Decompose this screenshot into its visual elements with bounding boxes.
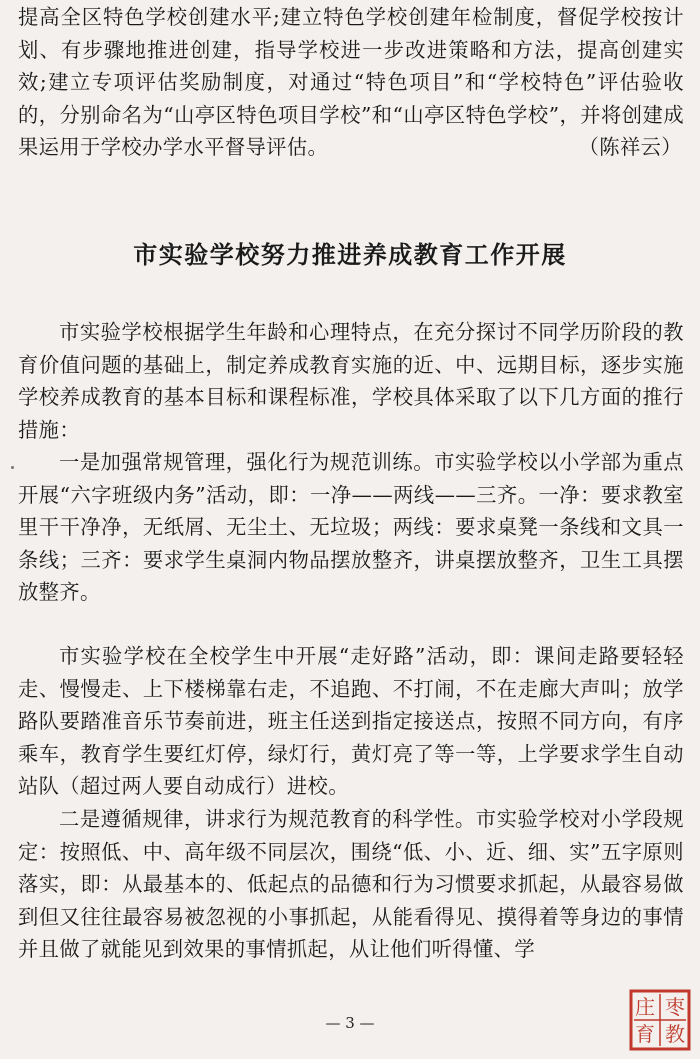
- author-attribution: （陈祥云）: [578, 135, 682, 159]
- paragraph-measure-one: 一是加强常规管理，强化行为规范训练。市实验学校以小学部为重点开展“六字班级内务”活动，即：一净——两线——三齐。一净：要求教室里干干净净，无纸屑、无尘土、无垃圾；两线：要求桌凳一条线和文具一条线；三齐：要求学生桌洞内物品摆放整齐，讲桌摆放整齐，卫生工具摆放整齐。: [18, 450, 684, 604]
- svg-text:枣: 枣: [665, 995, 685, 1019]
- page-number: — 3 —: [325, 1014, 375, 1032]
- paragraph-text: 提高全区特色学校创建水平;建立特色学校创建年检制度，督促学校按计划、有步骤地推进创建，指导学校进一步改进策略和方法，提高创建实效;建立专项评估奖励制度，对通过“特色项目”和“学校特色”评估验收的，分别命名为“山亭区特色项目学校”和“山亭区特色学校”，并将创建成果运用于学校办学水平督导评估。: [18, 5, 684, 159]
- svg-text:教: 教: [665, 1022, 685, 1046]
- svg-text:庄: 庄: [635, 995, 655, 1019]
- paragraph-continuation: [18, 1, 684, 164]
- seal-stamp-icon: [628, 988, 692, 1052]
- scan-speck: [11, 466, 14, 469]
- paragraph-intro: 市实验学校根据学生年龄和心理特点，在充分探讨不同学历阶段的教育价值问题的基础上，制定养成教育实施的近、中、远期目标，逐步实施学校养成教育的基本目标和课程标准，学校具体采取了以下几方面的推行措施：: [18, 320, 684, 442]
- paragraph-measure-two: 二是遵循规律，讲求行为规范教育的科学性。市实验学校对小学段规定：按照低、中、高年级不同层次，围绕“低、小、近、细、实”五字原则落实，即：从最基本的、低起点的品德和行为习惯要求抓起，从最容易做到但又往往最容易被忽视的小事抓起，从能看得见、摸得着等身边的事情并且做了就能见到效果的事情抓起，从让他们听得懂、学: [18, 807, 684, 961]
- svg-text:育: 育: [635, 1022, 655, 1046]
- paragraph-walking-activity: 市实验学校在全校学生中开展“走好路”活动，即：课间走路要轻轻走、慢慢走、上下楼梯靠右走，不追跑、不打闹，不在走廊大声叫；放学路队要踏准音乐节奏前进，班主任送到指定接送点，按照不同方向，有序乘车，教育学生要红灯停，绿灯行，黄灯亮了等一等，上学要求学生自动站队（超过两人要自动成行）进校。: [18, 644, 684, 798]
- article-title: 市实验学校努力推进养成教育工作开展: [133, 241, 567, 269]
